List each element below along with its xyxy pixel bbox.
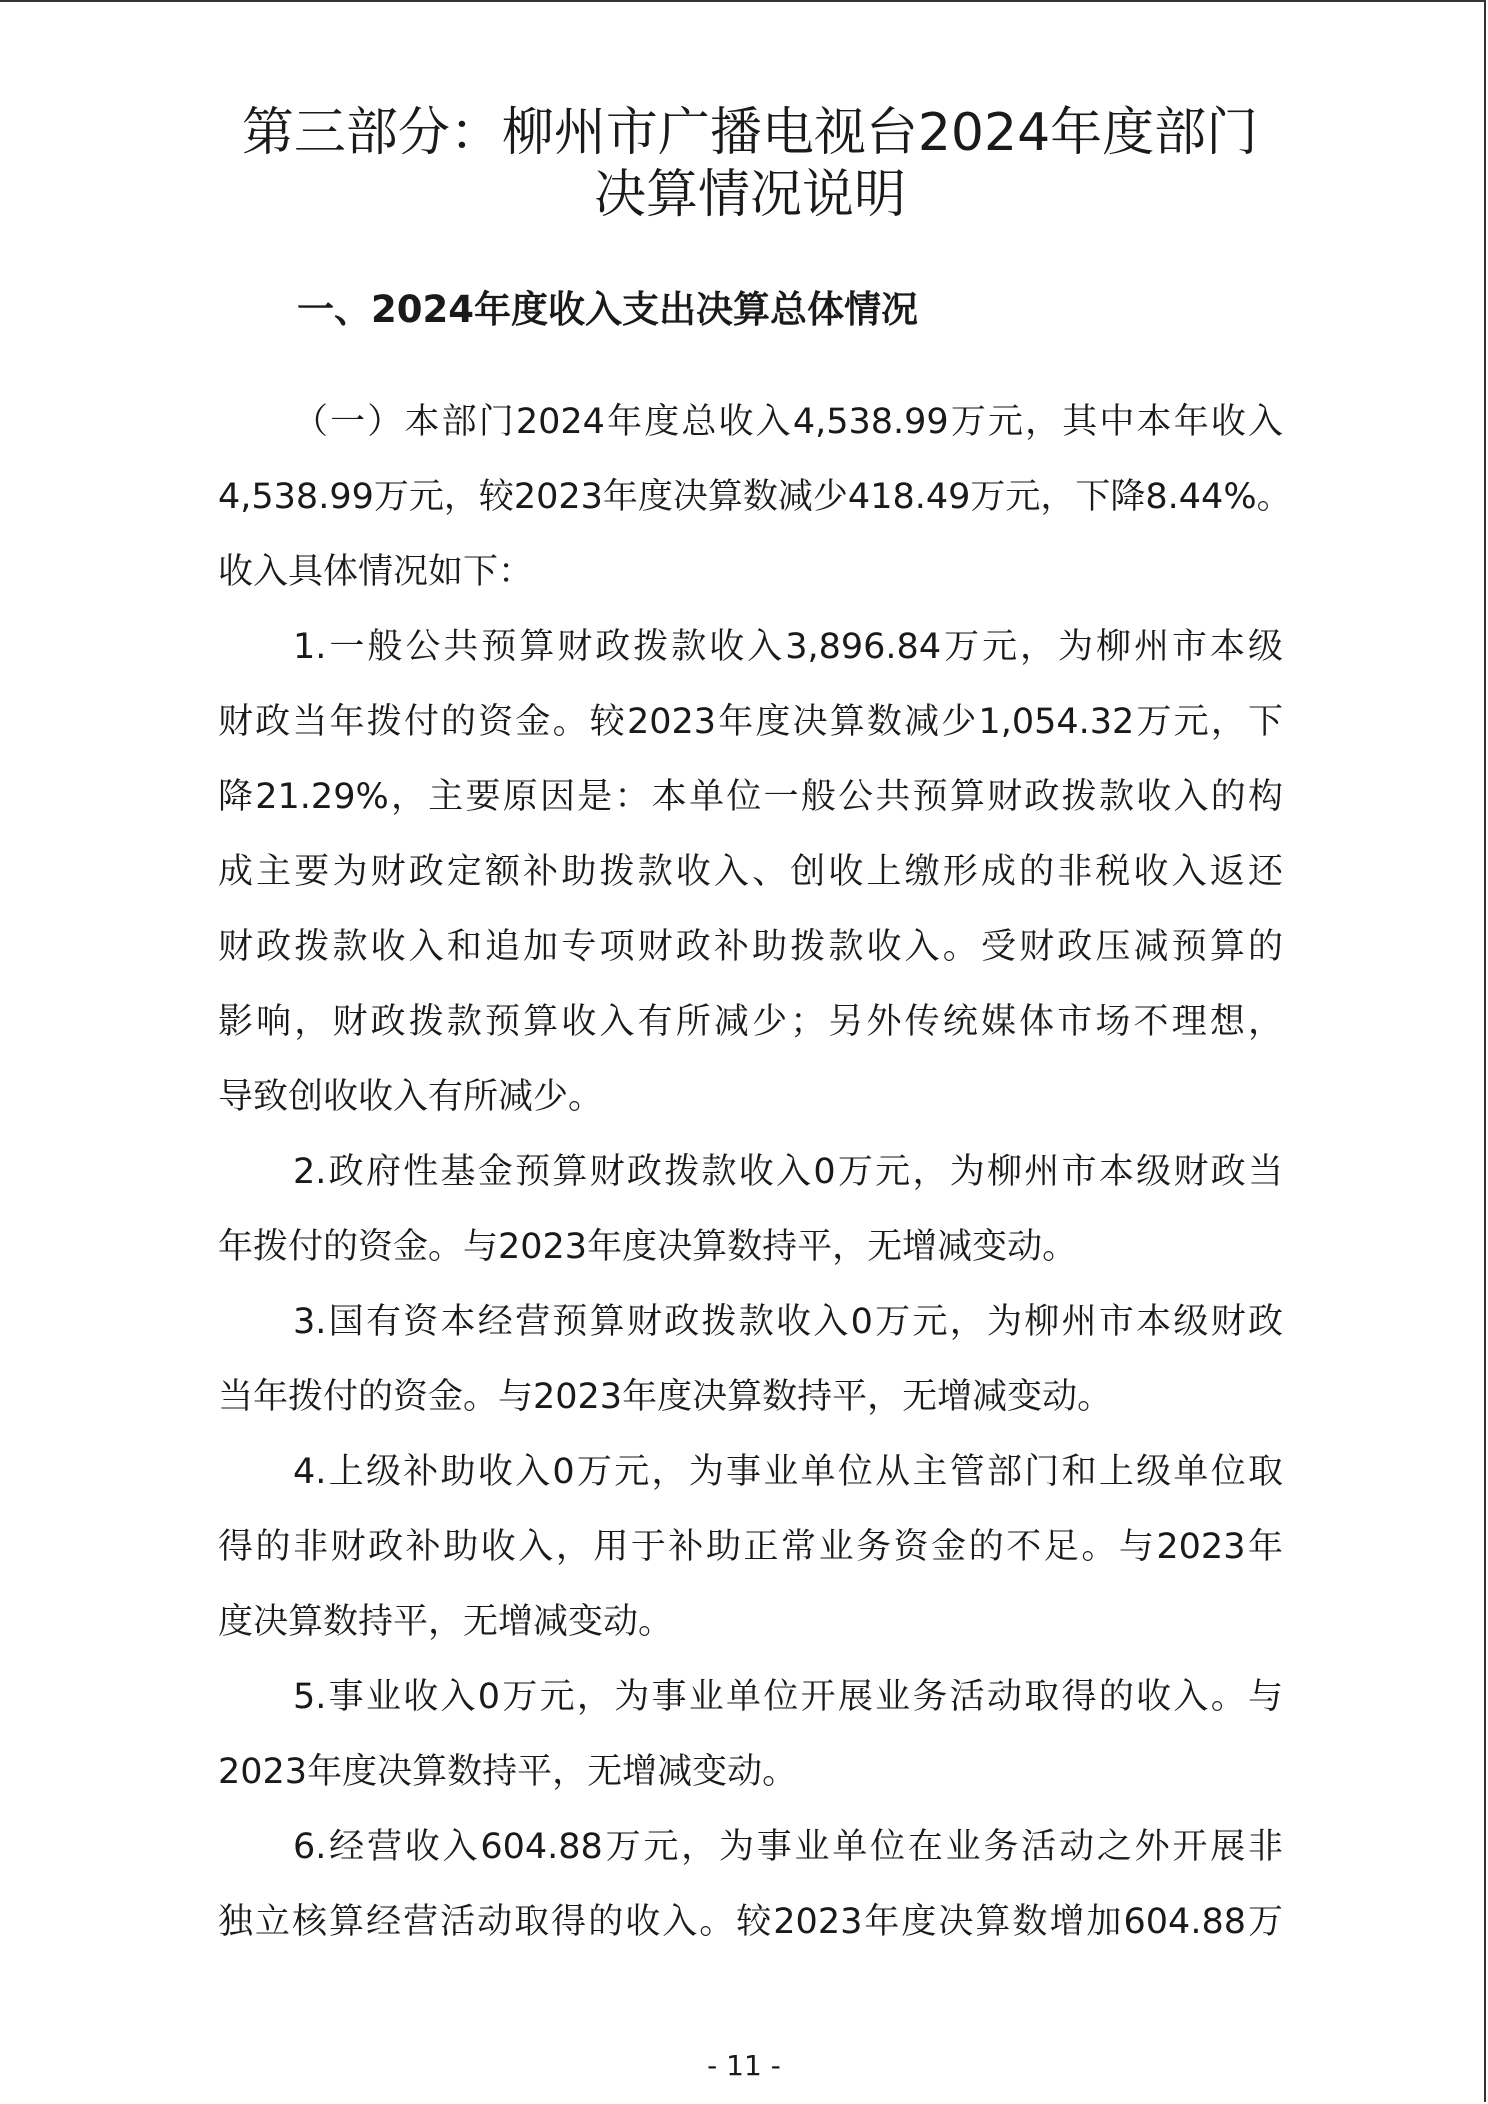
section-heading: 一、2024年度收入支出决算总体情况 — [297, 288, 918, 331]
text-line: 4,538.99万元，较2023年度决算数减少418.49万元，下降8.44%。 — [218, 477, 1292, 517]
paragraph-item-4 — [218, 1435, 1283, 1660]
text-line: 当年拨付的资金。与2023年度决算数持平，无增减变动。 — [218, 1377, 1113, 1417]
paragraph-item-1 — [218, 610, 1283, 1135]
text-line: 4.上级补助收入0万元，为事业单位从主管部门和上级单位取 — [293, 1452, 1283, 1492]
text-line: 2.政府性基金预算财政拨款收入0万元，为柳州市本级财政当 — [293, 1152, 1283, 1192]
page-number: - 11 - — [707, 2049, 781, 2082]
text-line: 年拨付的资金。与2023年度决算数持平，无增减变动。 — [218, 1227, 1078, 1267]
text-line: 降21.29%，主要原因是：本单位一般公共预算财政拨款收入的构 — [218, 777, 1283, 817]
page-title — [150, 102, 1350, 226]
text-line: 3.国有资本经营预算财政拨款收入0万元，为柳州市本级财政 — [293, 1302, 1283, 1342]
text-line: 1.一般公共预算财政拨款收入3,896.84万元，为柳州市本级 — [293, 627, 1283, 667]
text-line: 影响，财政拨款预算收入有所减少；另外传统媒体市场不理想， — [218, 1002, 1283, 1042]
title-line-1: 第三部分：柳州市广播电视台2024年度部门 — [241, 103, 1259, 163]
text-line: 5.事业收入0万元，为事业单位开展业务活动取得的收入。与 — [293, 1677, 1283, 1717]
text-line: 度决算数持平，无增减变动。 — [218, 1602, 674, 1642]
text-line: 财政拨款收入和追加专项财政补助拨款收入。受财政压减预算的 — [218, 927, 1283, 967]
text-line: 得的非财政补助收入，用于补助正常业务资金的不足。与2023年 — [218, 1527, 1283, 1567]
text-line: 导致创收收入有所减少。 — [218, 1077, 604, 1117]
text-line: 收入具体情况如下： — [218, 552, 534, 592]
paragraph-total-income — [218, 385, 1292, 610]
text-line: 成主要为财政定额补助拨款收入、创收上缴形成的非税收入返还 — [218, 852, 1283, 892]
text-line: 6.经营收入604.88万元，为事业单位在业务活动之外开展非 — [293, 1827, 1283, 1867]
paragraph-item-3 — [218, 1285, 1283, 1435]
text-line: 财政当年拨付的资金。较2023年度决算数减少1,054.32万元，下 — [218, 702, 1283, 742]
text-line: （一）本部门2024年度总收入4,538.99万元，其中本年收入 — [293, 402, 1283, 442]
title-line-2: 决算情况说明 — [593, 165, 906, 225]
text-line: 独立核算经营活动取得的收入。较2023年度决算数增加604.88万 — [218, 1902, 1283, 1942]
paragraph-item-2 — [218, 1135, 1283, 1285]
paragraph-item-6 — [218, 1810, 1283, 1960]
text-line: 2023年度决算数持平，无增减变动。 — [218, 1752, 798, 1792]
paragraph-item-5 — [218, 1660, 1283, 1810]
